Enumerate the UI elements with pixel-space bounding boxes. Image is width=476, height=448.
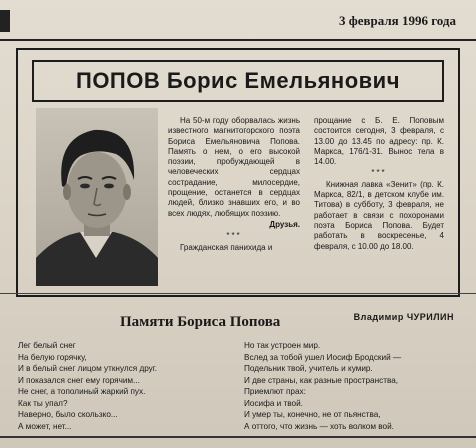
poem-line: Наверно, было скользко...	[18, 410, 118, 419]
poem-line: И в белый снег лицом уткнулся друг.	[18, 364, 158, 373]
section-divider: ***	[226, 231, 242, 241]
obituary-column-2	[314, 116, 444, 252]
poem-line: И умер ты, конечно, не от пьянства,	[244, 410, 381, 419]
header-bar-mark	[0, 10, 10, 32]
poem-author: Владимир ЧУРИЛИН	[353, 312, 454, 322]
funeral-notice-text: прощание с Б. Е. Поповым состоится сегодня, 3 февраля, с 13.00 до 13.45 по адресу: пр. К. Маркса, 176/1-31. Вынос тела в 14.00.	[314, 116, 444, 167]
portrait-image	[36, 108, 158, 286]
obituary-text: На 50-м году оборвалась жизнь известного магнитогорского поэта Бориса Емельяновича Попова. Память о нем, о его высокой поэзии, пробуждающей в человеческих сердцах сострадание, милосердие, прощение, останется в сердцах людей, близко знавших его, и во всех людях, любящих поэзию.	[168, 116, 300, 218]
poem-line: И показался снег ему горячим...	[18, 375, 140, 385]
section-divider-2: ***	[371, 168, 387, 178]
issue-date: 3 февраля 1996 года	[339, 13, 456, 28]
poem-line: А может, нет...	[18, 421, 72, 431]
section-rule	[0, 293, 476, 294]
header-rule	[0, 39, 476, 41]
obituary-signature: Друзья.	[269, 219, 300, 229]
portrait-photo	[36, 108, 158, 286]
poem-line: Подельник твой, учитель и кумир.	[244, 364, 373, 373]
funeral-notice-start: Гражданская панихида и	[180, 242, 273, 252]
poem-line: Как ты упал?	[18, 398, 68, 408]
poem-line: Лег белый снег	[18, 341, 76, 350]
poem-line: Не снег, а тополиный жаркий пух.	[18, 387, 146, 396]
poem-right-column	[244, 340, 472, 432]
obituary-column-1	[168, 116, 300, 253]
poem-line: Вслед за тобой ушел Иосиф Бродский —	[244, 352, 402, 362]
bookshop-notice: Книжная лавка «Зенит» (пр. К. Маркса, 82/1, в детском клубе им. Титова) в субботу, 3 февраля, не работает в связи с похоронами поэта Бориса Попова. Будет работать в воскресенье, 4 февраля, с 10.00 до 18.00.	[314, 179, 444, 251]
poem-line: Но так устроен мир.	[244, 341, 321, 350]
obituary-name: ПОПОВ Борис Емельянович	[32, 60, 444, 102]
poem-line: И две страны, как разные пространства,	[244, 375, 399, 385]
poem-line: Иосифа и твой.	[244, 398, 303, 408]
poem-title: Памяти Бориса Попова	[120, 314, 281, 330]
poem-line: На белую горячку,	[18, 352, 87, 362]
poem-line: Приемлют прах:	[244, 387, 306, 396]
poem-line: А оттого, что жизнь — хоть волком вой.	[244, 421, 394, 431]
bottom-rule	[0, 436, 476, 438]
obituary-box	[16, 48, 460, 297]
poem-left-column	[18, 340, 228, 432]
